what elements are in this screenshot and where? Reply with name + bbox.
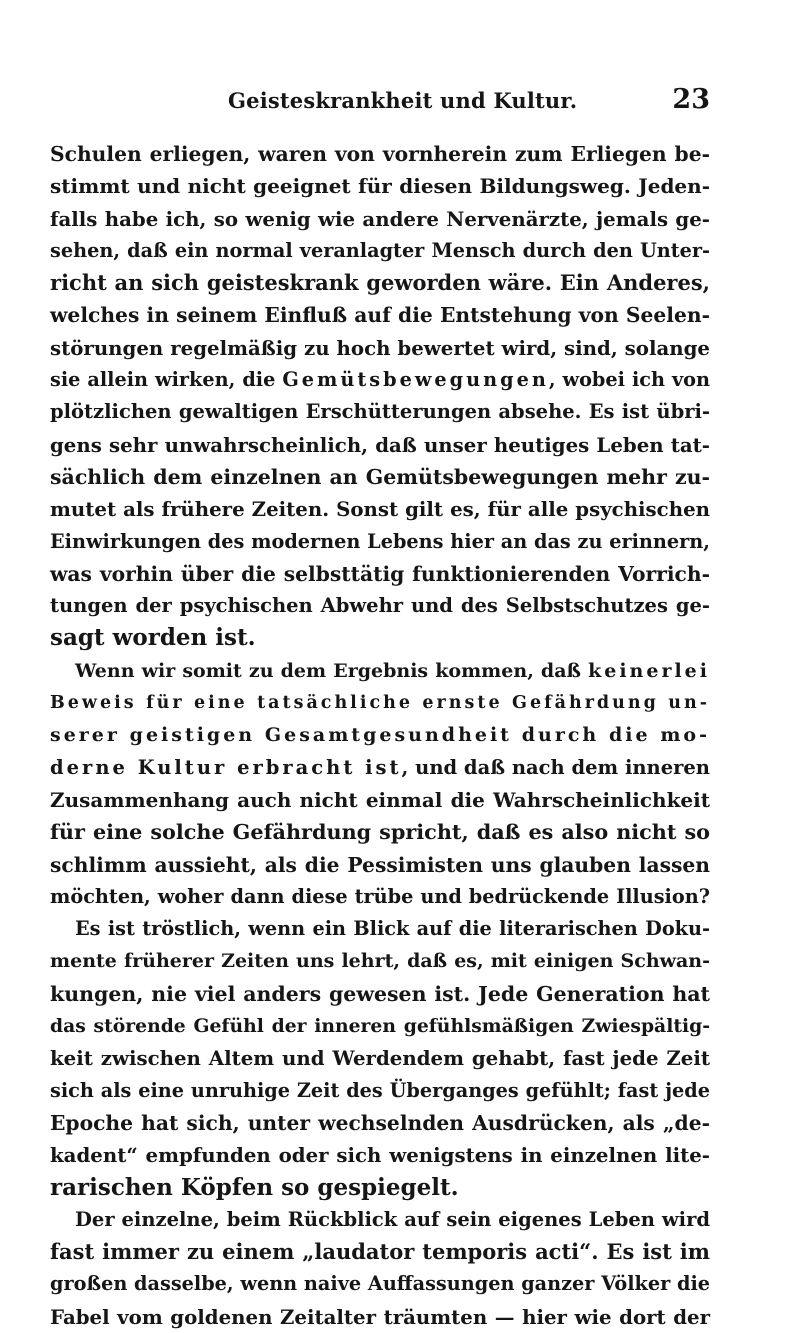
emphasized-text: derne Kultur erbracht ist <box>50 755 402 779</box>
text-line <box>50 364 710 396</box>
emphasized-text: serer geistigen Gesamtgesundheit durch die mo- <box>50 724 710 747</box>
text-line: schlimm aussieht, als die Pessimisten uns glauben lassen <box>50 852 710 877</box>
text-line: großen dasselbe, wenn naive Auffassungen ganzer Völker die <box>50 1272 710 1296</box>
text-line: mente früherer Zeiten uns lehrt, daß es, mit einigen Schwan- <box>50 950 710 973</box>
text-line: sächlich dem einzelnen an Gemütsbewegungen mehr zu- <box>50 464 710 489</box>
text-line: Zusammenhang auch nicht einmal die Wahrscheinlichkeit <box>50 787 710 812</box>
text-line: für eine solche Gefährdung spricht, daß es also nicht so <box>50 820 710 845</box>
text-segment: sie allein wirken, die <box>50 368 283 392</box>
emphasized-text: Beweis für eine tatsächliche ernste Gefährdung un- <box>50 693 710 714</box>
text-line: kungen, nie viel anders gewesen ist. Jede Generation hat <box>50 981 710 1006</box>
running-title: Geisteskrankheit und Kultur. <box>228 88 578 113</box>
text-line <box>50 687 710 719</box>
text-line: tungen der psychischen Abwehr und des Selbstschutzes ge- <box>50 594 710 618</box>
text-line: stimmt und nicht geeignet für diesen Bildungsweg. Jeden- <box>50 174 710 199</box>
text-line: was vorhin über die selbsttätig funktionierenden Vorrich- <box>50 561 710 586</box>
text-line <box>50 655 710 687</box>
text-segment: , und daß nach dem inneren <box>401 755 710 779</box>
body-text <box>50 138 710 1333</box>
text-line: plötzlichen gewaltigen Erschütterungen absehe. Es ist übri- <box>50 400 710 424</box>
text-line <box>50 752 710 784</box>
emphasized-text: keinerlei <box>588 659 710 682</box>
emphasized-text: Gemütsbewegungen <box>282 368 549 392</box>
text-line: fast immer zu einem „laudator temporis acti“. Es ist im <box>50 1239 710 1265</box>
text-line: sehen, daß ein normal veranlagter Mensch durch den Unter- <box>50 238 710 262</box>
text-line: keit zwischen Altem und Werdendem gehabt, fast jede Zeit <box>50 1046 710 1071</box>
text-line <box>50 719 710 751</box>
page-header <box>228 84 710 128</box>
text-segment: , wobei ich von <box>548 368 710 392</box>
text-line: mutet als frühere Zeiten. Sonst gilt es, für alle psychischen <box>50 497 710 522</box>
text-line: das störende Gefühl der inneren gefühlsmäßigen Zwiespältig- <box>50 1015 710 1038</box>
text-line: kadent“ empfunden oder sich wenigstens in einzelnen lite- <box>50 1143 710 1168</box>
text-line: Es ist tröstlich, wenn ein Blick auf die literarischen Doku- <box>75 917 710 941</box>
text-line: Einwirkungen des modernen Lebens hier an das zu erinnern, <box>50 529 710 553</box>
text-line: richt an sich geisteskrank geworden wäre. Ein Anderes, <box>50 270 710 296</box>
text-line: störungen regelmäßig zu hoch bewertet wird, sind, solange <box>50 335 710 360</box>
text-line: welches in seinem Einfluß auf die Entstehung von Seelen- <box>50 303 710 328</box>
text-line: Epoche hat sich, unter wechselnden Ausdrücken, als „de- <box>50 1110 710 1135</box>
text-line: sagt worden ist. <box>50 624 256 652</box>
text-line: falls habe ich, so wenig wie andere Nervenärzte, jemals ge- <box>50 206 710 231</box>
text-segment: Wenn wir somit zu dem Ergebnis kommen, daß <box>75 659 589 682</box>
text-line: sich als eine unruhige Zeit des Überganges gefühlt; fast jede <box>50 1078 710 1102</box>
text-line: Fabel vom goldenen Zeitalter träumten — hier wie dort der <box>50 1304 710 1329</box>
text-line: möchten, woher dann diese trübe und bedrückende Illusion? <box>50 884 710 908</box>
page-number: 23 <box>672 84 710 115</box>
text-line: rarischen Köpfen so gespiegelt. <box>50 1173 459 1201</box>
text-line: gens sehr unwahrscheinlich, daß unser heutiges Leben tat- <box>50 432 710 457</box>
text-line: Schulen erliegen, waren von vornherein zum Erliegen be- <box>50 142 710 166</box>
text-line: Der einzelne, beim Rückblick auf sein eigenes Leben wird <box>75 1207 710 1231</box>
